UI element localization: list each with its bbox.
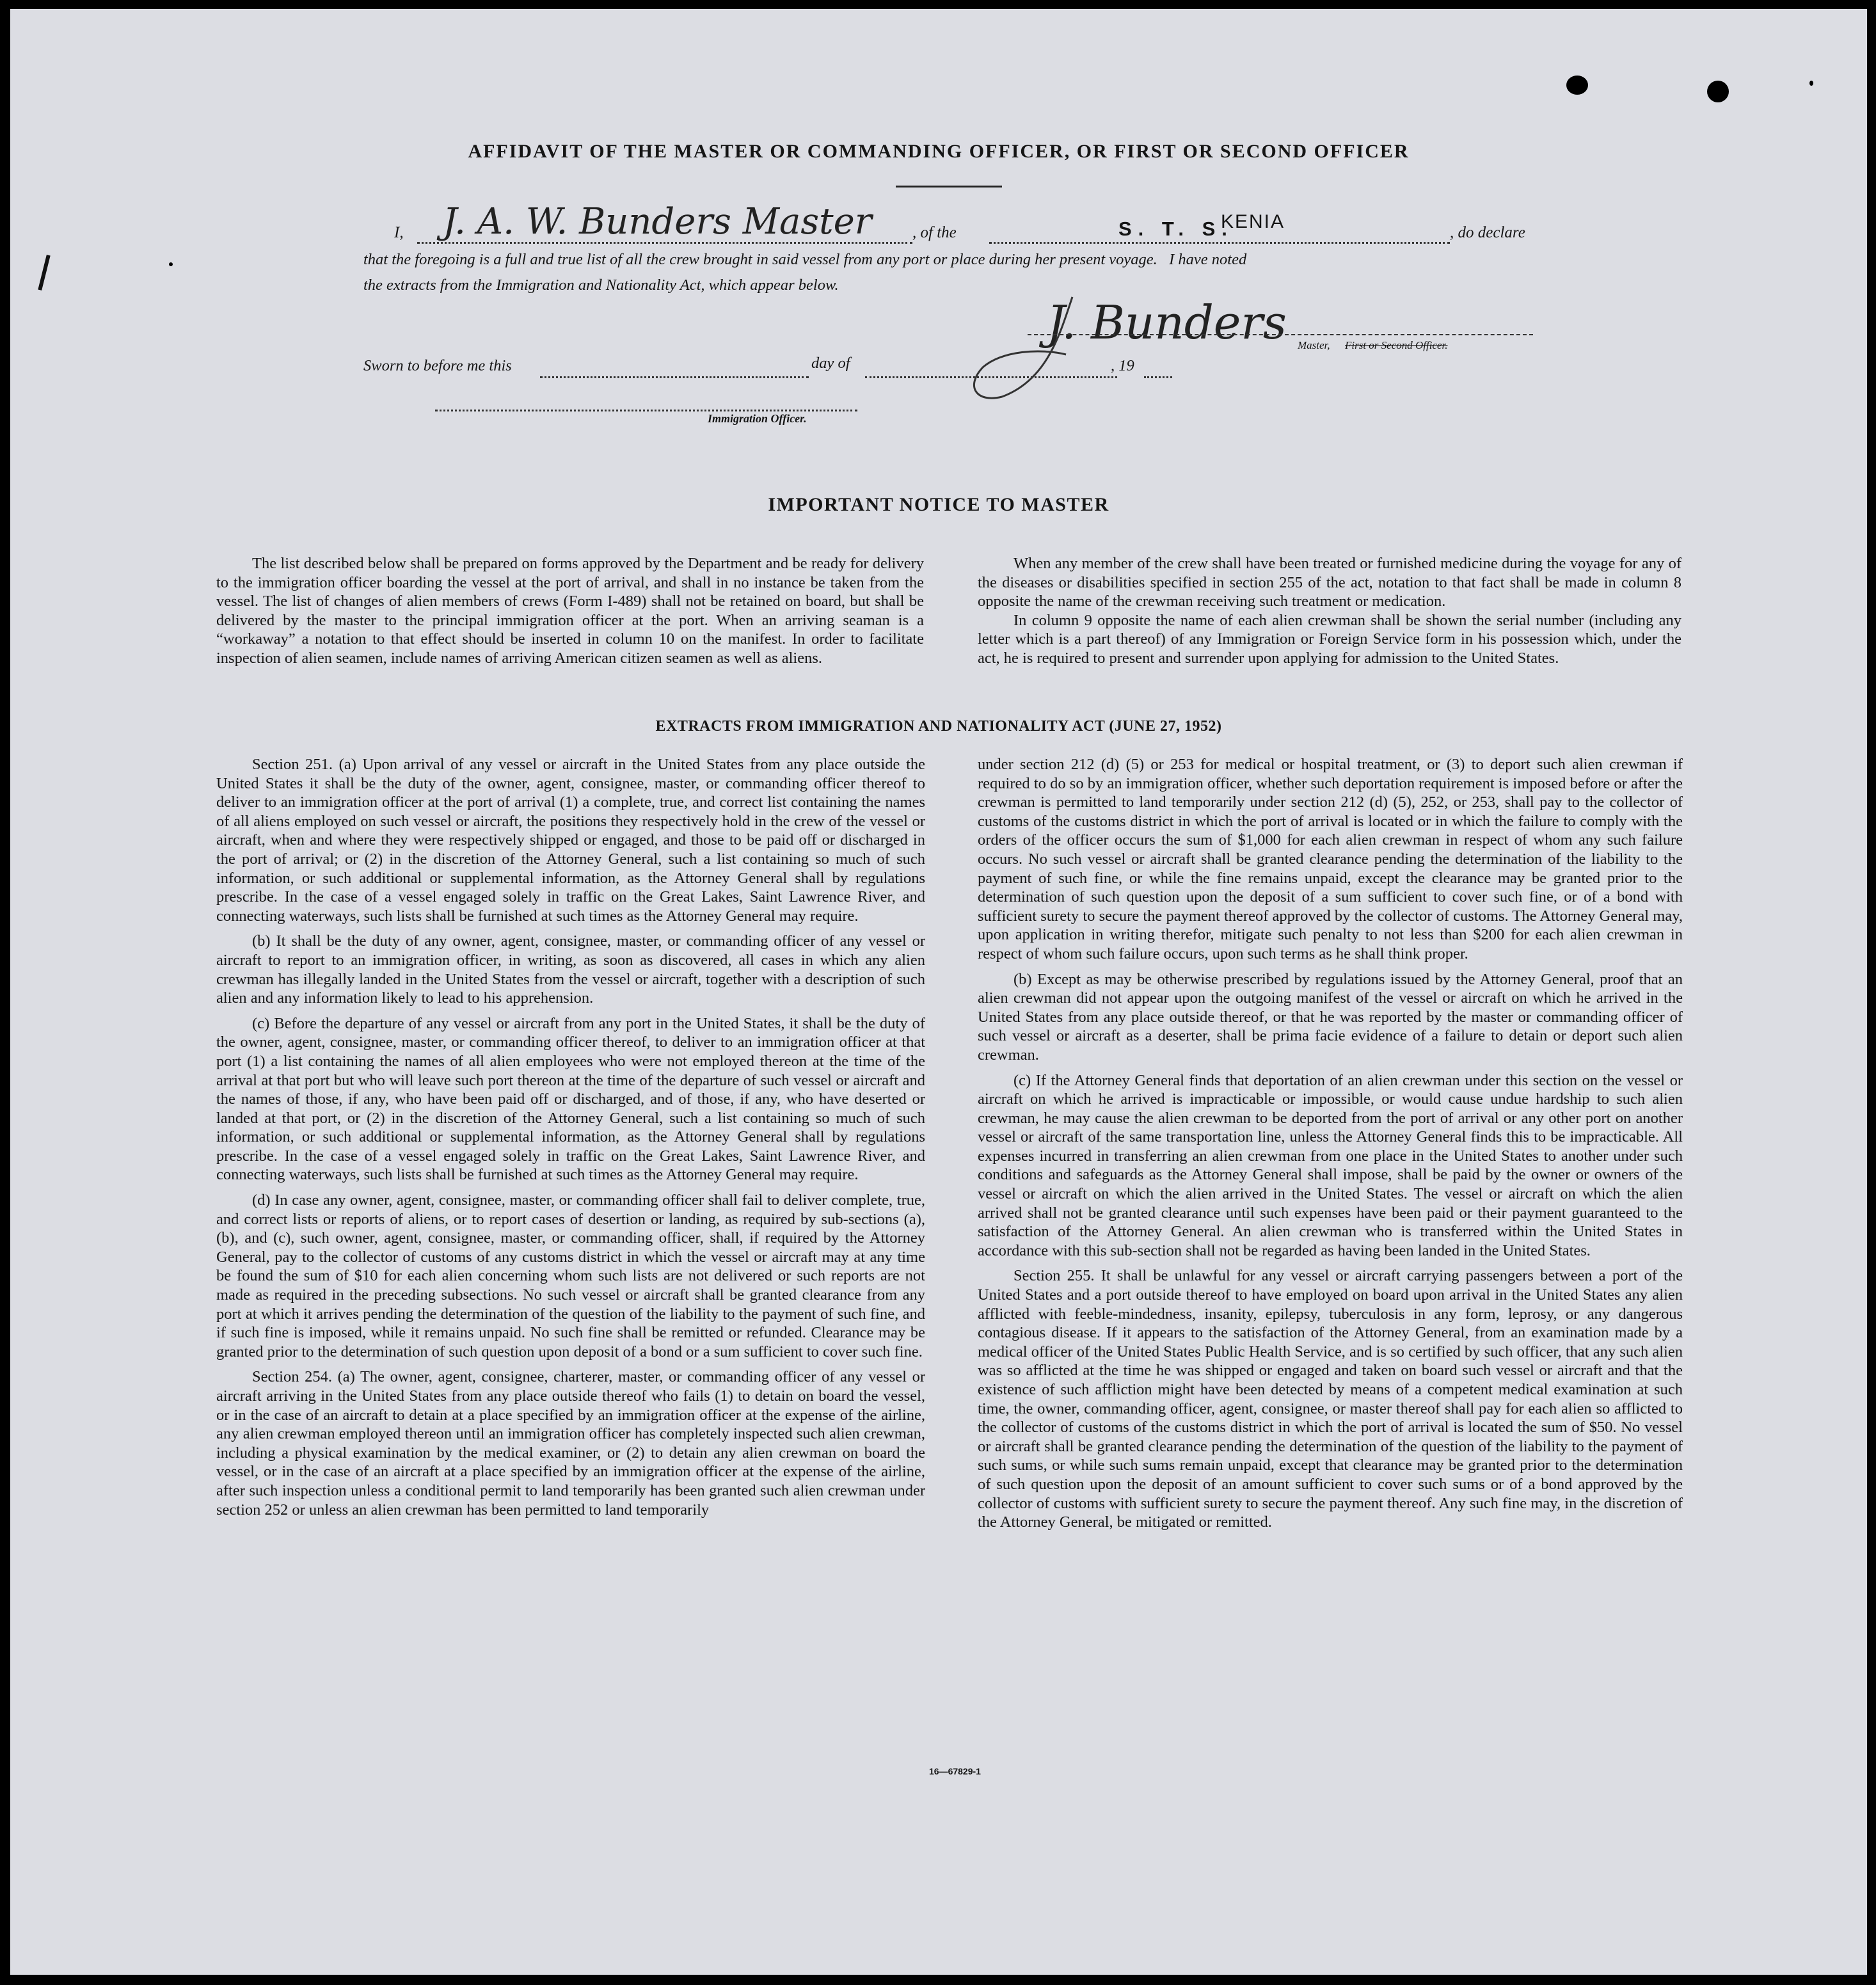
year-label: , 19 (1111, 357, 1134, 374)
extract-section-254a: Section 254. (a) The owner, agent, consignee, charterer, master, or commanding officer of any vessel or aircraft arriving in the United States from any place outside thereof who fails (1) to detain on board the vessel, or in the case of an aircraft to detain at a place specified by an immigration officer at the expense of the airline, any alien crewman employed thereon until an immigration officer has completely inspected such alien crewman, including a physical examination by the medical examiner, or (2) to detain any alien crewman on board the vessel, or in the case of an aircraft at a place specified by an immigration officer at the expense of the airline, after such inspection unless a conditional permit to land temporarily has been granted such alien crewman under section 252 or unless an alien crewman has been permitted to land temporarily (216, 1368, 925, 1519)
declare-label: , do declare (1450, 224, 1525, 241)
extract-section-251b: (b) It shall be the duty of any owner, agent, consignee, master, or commanding officer of any vessel or aircraft to report to an immigration officer, in writing, as soon as discovered, all cases in which any alien crewman has illegally landed in the United States from the vessel or aircraft, together with a description of such alien and any information likely to lead to his apprehension. (216, 932, 925, 1007)
declaration-line-1: that the foregoing is a full and true list of all the crew brought in said vessel from any port or place during her present voyage. I have noted (363, 251, 1247, 268)
extracts-left-column (216, 755, 925, 1526)
title-rule (896, 186, 1002, 187)
vessel-name: KENIA (1221, 211, 1285, 232)
document-page (10, 9, 1867, 1975)
sworn-label: Sworn to before me this (363, 357, 512, 374)
of-the-label: , of the (912, 224, 957, 241)
extract-section-251d: (d) In case any owner, agent, consignee, master, or commanding officer shall fail to deliver complete, true, and correct lists or reports of aliens, or to report cases of desertion or landing, as required by sub-sections (a), (b), and (c), such owner, agent, consignee, master, or commanding officer, shall, if required by the Attorney General, pay to the collector of customs of any customs district in which the vessel or aircraft may at any time be found the sum of $10 for each alien concerning whom such lists are not delivered or such reports are not made as required in the preceding subsections. No such vessel or aircraft shall be granted clearance from any port at which it arrives pending the determination of the question of the liability to the payment of such fine, and if such fine is imposed, while it remains unpaid. No such fine shall be remitted or refunded. Clearance may be granted prior to the determination of such question upon deposit of a bond or a sum sufficient to cover such fine. (216, 1192, 925, 1360)
form-number: 16—67829-1 (929, 1766, 981, 1776)
scan-speck (1809, 81, 1813, 86)
extract-section-254a-continued: under section 212 (d) (5) or 253 for medical or hospital treatment, or (3) to deport such alien crewman if required to do so by an immigration officer, whether such deportation requirement is imposed before or after the crewman is permitted to land temporarily under section 212 (d) (5), 252, or 253, shall pay to the collector of customs of the customs district in which the port of arrival is located or in which the failure to comply with the orders of the officer occurs the sum of $1,000 for each alien crewman in respect of whom any such failure occurs. No such vessel or aircraft shall be granted clearance pending the determination of the liability to the payment of such fine, or while the fine remains unpaid, except the clearance may be granted prior to the determination of such question upon the deposit of a sum sufficient to cover such fine, or of a bond with sufficient surety to secure the payment thereof approved by the collector of customs. The Attorney General may, upon application in writing therefor, mitigate such penalty to not less than $200 for each alien crewman in respect of whom such failure occurs, upon such terms as he shall think proper. (978, 756, 1683, 962)
declaration-line-2: the extracts from the Immigration and Nationality Act, which appear below. (363, 276, 839, 294)
notice-right-column (978, 554, 1681, 668)
master-name-handwritten: J. A. W. Bunders Master (443, 201, 872, 243)
sworn-month-line (865, 376, 1117, 378)
extracts-right-column (978, 755, 1683, 1538)
notice-right-paragraph-1: When any member of the crew shall have been treated or furnished medicine during the voyage for any of the diseases or disabilities specified in section 255 of the act, notation to that fact shall be made in column 8 opposite the name of the crewman receiving such treatment or medication. (978, 555, 1681, 610)
signature-stroke (964, 284, 1130, 406)
master-signature: J. Bunders (1047, 296, 1287, 349)
extracts-title: EXTRACTS FROM IMMIGRATION AND NATIONALITY ACT (JUNE 27, 1952) (655, 718, 1222, 735)
scan-speck (169, 262, 173, 266)
affidavit-title: AFFIDAVIT OF THE MASTER OR COMMANDING OFFICER, OR FIRST OR SECOND OFFICER (468, 141, 1410, 162)
immigration-officer-line (435, 410, 857, 411)
sworn-year-line (1144, 376, 1172, 378)
sworn-day-line (540, 376, 809, 378)
day-of-label: day of (811, 355, 850, 372)
master-label: Master, (1298, 339, 1330, 351)
extract-section-254c: (c) If the Attorney General finds that deportation of an alien crewman under this section on the vessel or aircraft on which he arrived is impracticable or impossible, or would cause undue hardship to such alien crewman, he may cause the alien crewman to be deported from the port of arrival or any other port on another vessel or aircraft of the same transportation line, unless the Attorney General finds this to be impracticable. All expenses incurred in transferring an alien crewman from one place in the United States to another under such conditions and safeguards as the Attorney General shall impose, shall be paid by the owner or owners of the vessel or aircraft on which the alien arrived in the United States. The vessel or aircraft on which the alien arrived shall not be granted clearance until such expenses have been paid or their payment guaranteed to the satisfaction of the Attorney General. An alien crewman who is transferred within the United States in accordance with this sub-section shall not be regarded as having been landed in the United States. (978, 1071, 1683, 1259)
notice-title: IMPORTANT NOTICE TO MASTER (768, 494, 1109, 515)
i-label: I, (394, 224, 404, 241)
immigration-officer-label: Immigration Officer. (708, 412, 807, 425)
vessel-name-line (989, 242, 1450, 244)
notice-left-column (216, 554, 924, 668)
extract-section-255: Section 255. It shall be unlawful for any vessel or aircraft carrying passengers between a port of the United States and a port outside thereof to have employed on board upon arrival in the United States any alien afflicted with feeble-mindedness, insanity, epilepsy, tuberculosis in any form, leprosy, or any dangerous contagious disease. If it appears to the satisfaction of the Attorney General, from an examination made by a medical officer of the United States Public Health Service, and is so certified by such officer, that any such alien was so afflicted at the time he was shipped or engaged and taken on board such vessel or aircraft and that the existence of such affliction might have been detected by means of a competent medical examination at such time, the owner, commanding officer, agent, consignee, or master thereof shall pay for each alien so afflicted to the collector of customs of the customs district in which the port of arrival is located the sum of $50. No vessel or aircraft shall be granted clearance pending the determination of the question of the liability to the payment of such sums, or while such sums remain unpaid, except that clearance may be granted prior to the determination of such question upon the deposit of an amount sufficient to cover such sums or of a bond approved by the collector of customs with sufficient surety to secure the payment thereof. Any such fine may, in the discretion of the Attorney General, be mitigated or remitted. (978, 1267, 1683, 1531)
scan-speck (1566, 76, 1588, 95)
vessel-prefix: S. T. S. (1118, 218, 1234, 240)
extract-section-251c: (c) Before the departure of any vessel or aircraft from any port in the United States, it shall be the duty of the owner, agent, consignee, master, or commanding officer thereof, to deliver to an immigration officer at that port (1) a list containing the names of all alien employees who were not employed thereon at the time of the arrival at that port but who will leave such port thereon at the time of the departure of such vessel or aircraft and the names of those, if any, who have been paid off or discharged, and of those, if any, who have deserted or landed at that port, or (2) in the discretion of the Attorney General, such a list containing so much of such information, or such additional or supplemental information, as the Attorney General shall by regulations prescribe. In the case of a vessel engaged solely in traffic on the Great Lakes, Saint Lawrence River, and connecting waterways, such lists shall be furnished at such times as the Attorney General may require. (216, 1014, 925, 1184)
scan-mark (38, 255, 50, 291)
extract-section-251a: Section 251. (a) Upon arrival of any vessel or aircraft in the United States from any place outside the United States it shall be the duty of the owner, agent, consignee, master, or commanding officer thereof to deliver to an immigration officer at the port of arrival (1) a complete, true, and correct list containing the names of all aliens employed on such vessel or aircraft, the positions they respectively hold in the crew of the vessel or aircraft, when and where they were respectively shipped or engaged, and those to be paid off or discharged in the port of arrival; or (2) in the discretion of the Attorney General, such a list containing so much of such information, or such additional or supplemental information, as the Attorney General shall by regulations prescribe. In the case of a vessel engaged solely in traffic on the Great Lakes, Saint Lawrence River, and connecting waterways, such lists shall be furnished at such times as the Attorney General may require. (216, 756, 925, 925)
signature-line (1028, 334, 1533, 335)
scan-speck (1707, 81, 1729, 102)
notice-right-paragraph-2: In column 9 opposite the name of each alien crewman shall be shown the serial number (including any letter which is a part thereof) of any Immigration or Foreign Service form in his possession which, under the act, he is required to present and surrender upon applying for admission to the United States. (978, 611, 1681, 667)
struck-officer-label: First or Second Officer. (1345, 339, 1448, 351)
extract-section-254b: (b) Except as may be otherwise prescribed by regulations issued by the Attorney General, proof that an alien crewman did not appear upon the outgoing manifest of the vessel or aircraft on which he arrived in the United States from any place outside thereof, or that he was reported by the master or commanding officer of such vessel or aircraft as a deserter, shall be prima facie evidence of a failure to detain or deport such alien crewman. (978, 970, 1683, 1064)
notice-left-paragraph: The list described below shall be prepared on forms approved by the Department and be ready for delivery to the immigration officer boarding the vessel at the port of arrival, and shall in no instance be taken from the vessel. The list of changes of alien members of crews (Form I-489) shall not be retained on board, but shall be delivered by the master to the principal immigration officer at the port. When an arriving seaman is a “workaway” a notation to that effect should be inserted in column 10 on the manifest. In order to facilitate inspection of alien seamen, include names of arriving American citizen seamen as well as aliens. (216, 555, 924, 667)
